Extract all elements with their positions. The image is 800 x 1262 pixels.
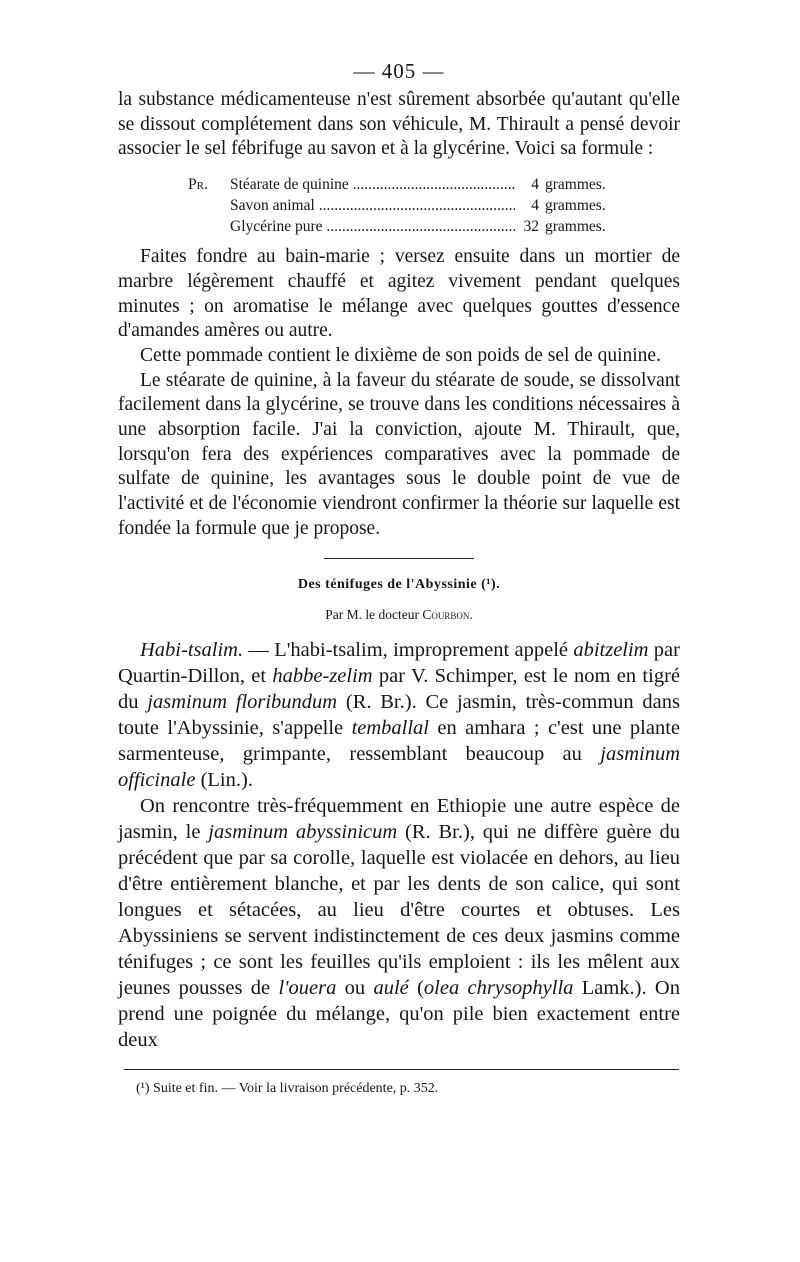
formula-ingredient: Glycérine pure .....	[230, 216, 515, 237]
paragraph-jasminum-abyssinicum: On rencontre très-fréquemment en Ethiopie une autre espèce de jasmin, le jasminum abyssinicum (R. Br.), qui ne diffère guère du précédent que par sa corolle, laquelle est violacée en dehors, au lieu d'être entièrement blanche, et par les dents de son calice, qui sont longues et sétacées, au lieu d'être courtes et obtuses. Les Abyssiniens se servent indistinctement de ces deux jasmins comme ténifuges ; ce sont les feuilles qu'ils emploient : ils les mêlent aux jeunes pousses de l'ouera ou aulé (olea chrysophylla Lamk.). On prend une poignée du mélange, qu'on pile bien exactement entre deux	[118, 794, 680, 1051]
footnote-mark: (¹)	[136, 1080, 150, 1096]
document-page	[118, 58, 680, 1098]
section-divider	[324, 558, 474, 559]
formula-unit: grammes.	[545, 176, 606, 194]
section-author	[118, 607, 680, 623]
section-title-text: Des ténifuges de l'Abyssinie	[297, 576, 478, 592]
footnote-divider	[124, 1069, 679, 1070]
section-title	[118, 577, 680, 593]
paragraph-dosage: Cette pommade contient le dixième de son poids de sel de quinine.	[140, 344, 661, 366]
paragraph-conclusion: Le stéarate de quinine, à la faveur du stéarate de soude, se dissolvant facilement dans la glycérine, se trouve dans les conditions nécessaires à une absorption facile. J'ai la conviction, ajoute M. Thirault, que, lorsqu'on fera des expériences comparatives avec la pommade de sulfate de quinine, les avantages sous le double point de vue de l'activité et de l'économie viendront confirmer la théorie sur laquelle est fondée la formule que je propose.	[118, 369, 680, 539]
formula-row	[188, 195, 680, 216]
author-name: Courbon.	[422, 606, 473, 622]
formula-quantity: 4	[531, 176, 539, 194]
formula-row	[188, 216, 680, 237]
footnote-text: Suite et fin. — Voir la livraison précédente, p. 352.	[149, 1080, 439, 1096]
page-number: — 405 —	[353, 59, 445, 83]
paragraph-preparation: Faites fondre au bain-marie ; versez ensuite dans un mortier de marbre légèrement chauffé et agitez vivement pendant quelques minutes ; on aromatise le mélange avec quelques gouttes d'essence d'amandes amères ou autre.	[118, 246, 680, 342]
formula-block	[188, 174, 680, 237]
formula-unit: grammes.	[545, 218, 606, 236]
footnote	[136, 1080, 680, 1098]
paragraph-intro: la substance médicamenteuse n'est sûrement absorbée qu'autant qu'elle se dissout complétement dans son véhicule, M. Thirault a pensé devoir associer le sel fébrifuge au savon et à la glycérine. Voici sa formule :	[118, 89, 680, 160]
formula-ingredient: Stéarate de quinine .....	[230, 174, 515, 195]
formula-prefix: Pr.	[188, 176, 208, 194]
formula-unit: grammes.	[545, 197, 606, 215]
formula-quantity: 32	[523, 218, 539, 236]
section-title-note: (¹).	[481, 576, 501, 592]
formula-ingredient: Savon animal .....	[230, 195, 515, 216]
formula-quantity: 4	[531, 197, 539, 215]
formula-row	[188, 174, 680, 195]
author-prefix: Par M. le docteur	[325, 606, 419, 622]
term-heading: Habi-tsalim.	[140, 638, 244, 661]
paragraph-habi-tsalim: Habi-tsalim. — L'habi-tsalim, improprement appelé abitzelim par Quartin-Dillon, et habbe-zelim par V. Schimper, est le nom en tigré du jasminum floribundum (R. Br.). Ce jasmin, très-commun dans toute l'Abyssinie, s'appelle temballal en amhara ; c'est une plante sarmenteuse, grimpante, ressemblant beaucoup au jasminum officinale (Lin.).	[118, 638, 681, 791]
